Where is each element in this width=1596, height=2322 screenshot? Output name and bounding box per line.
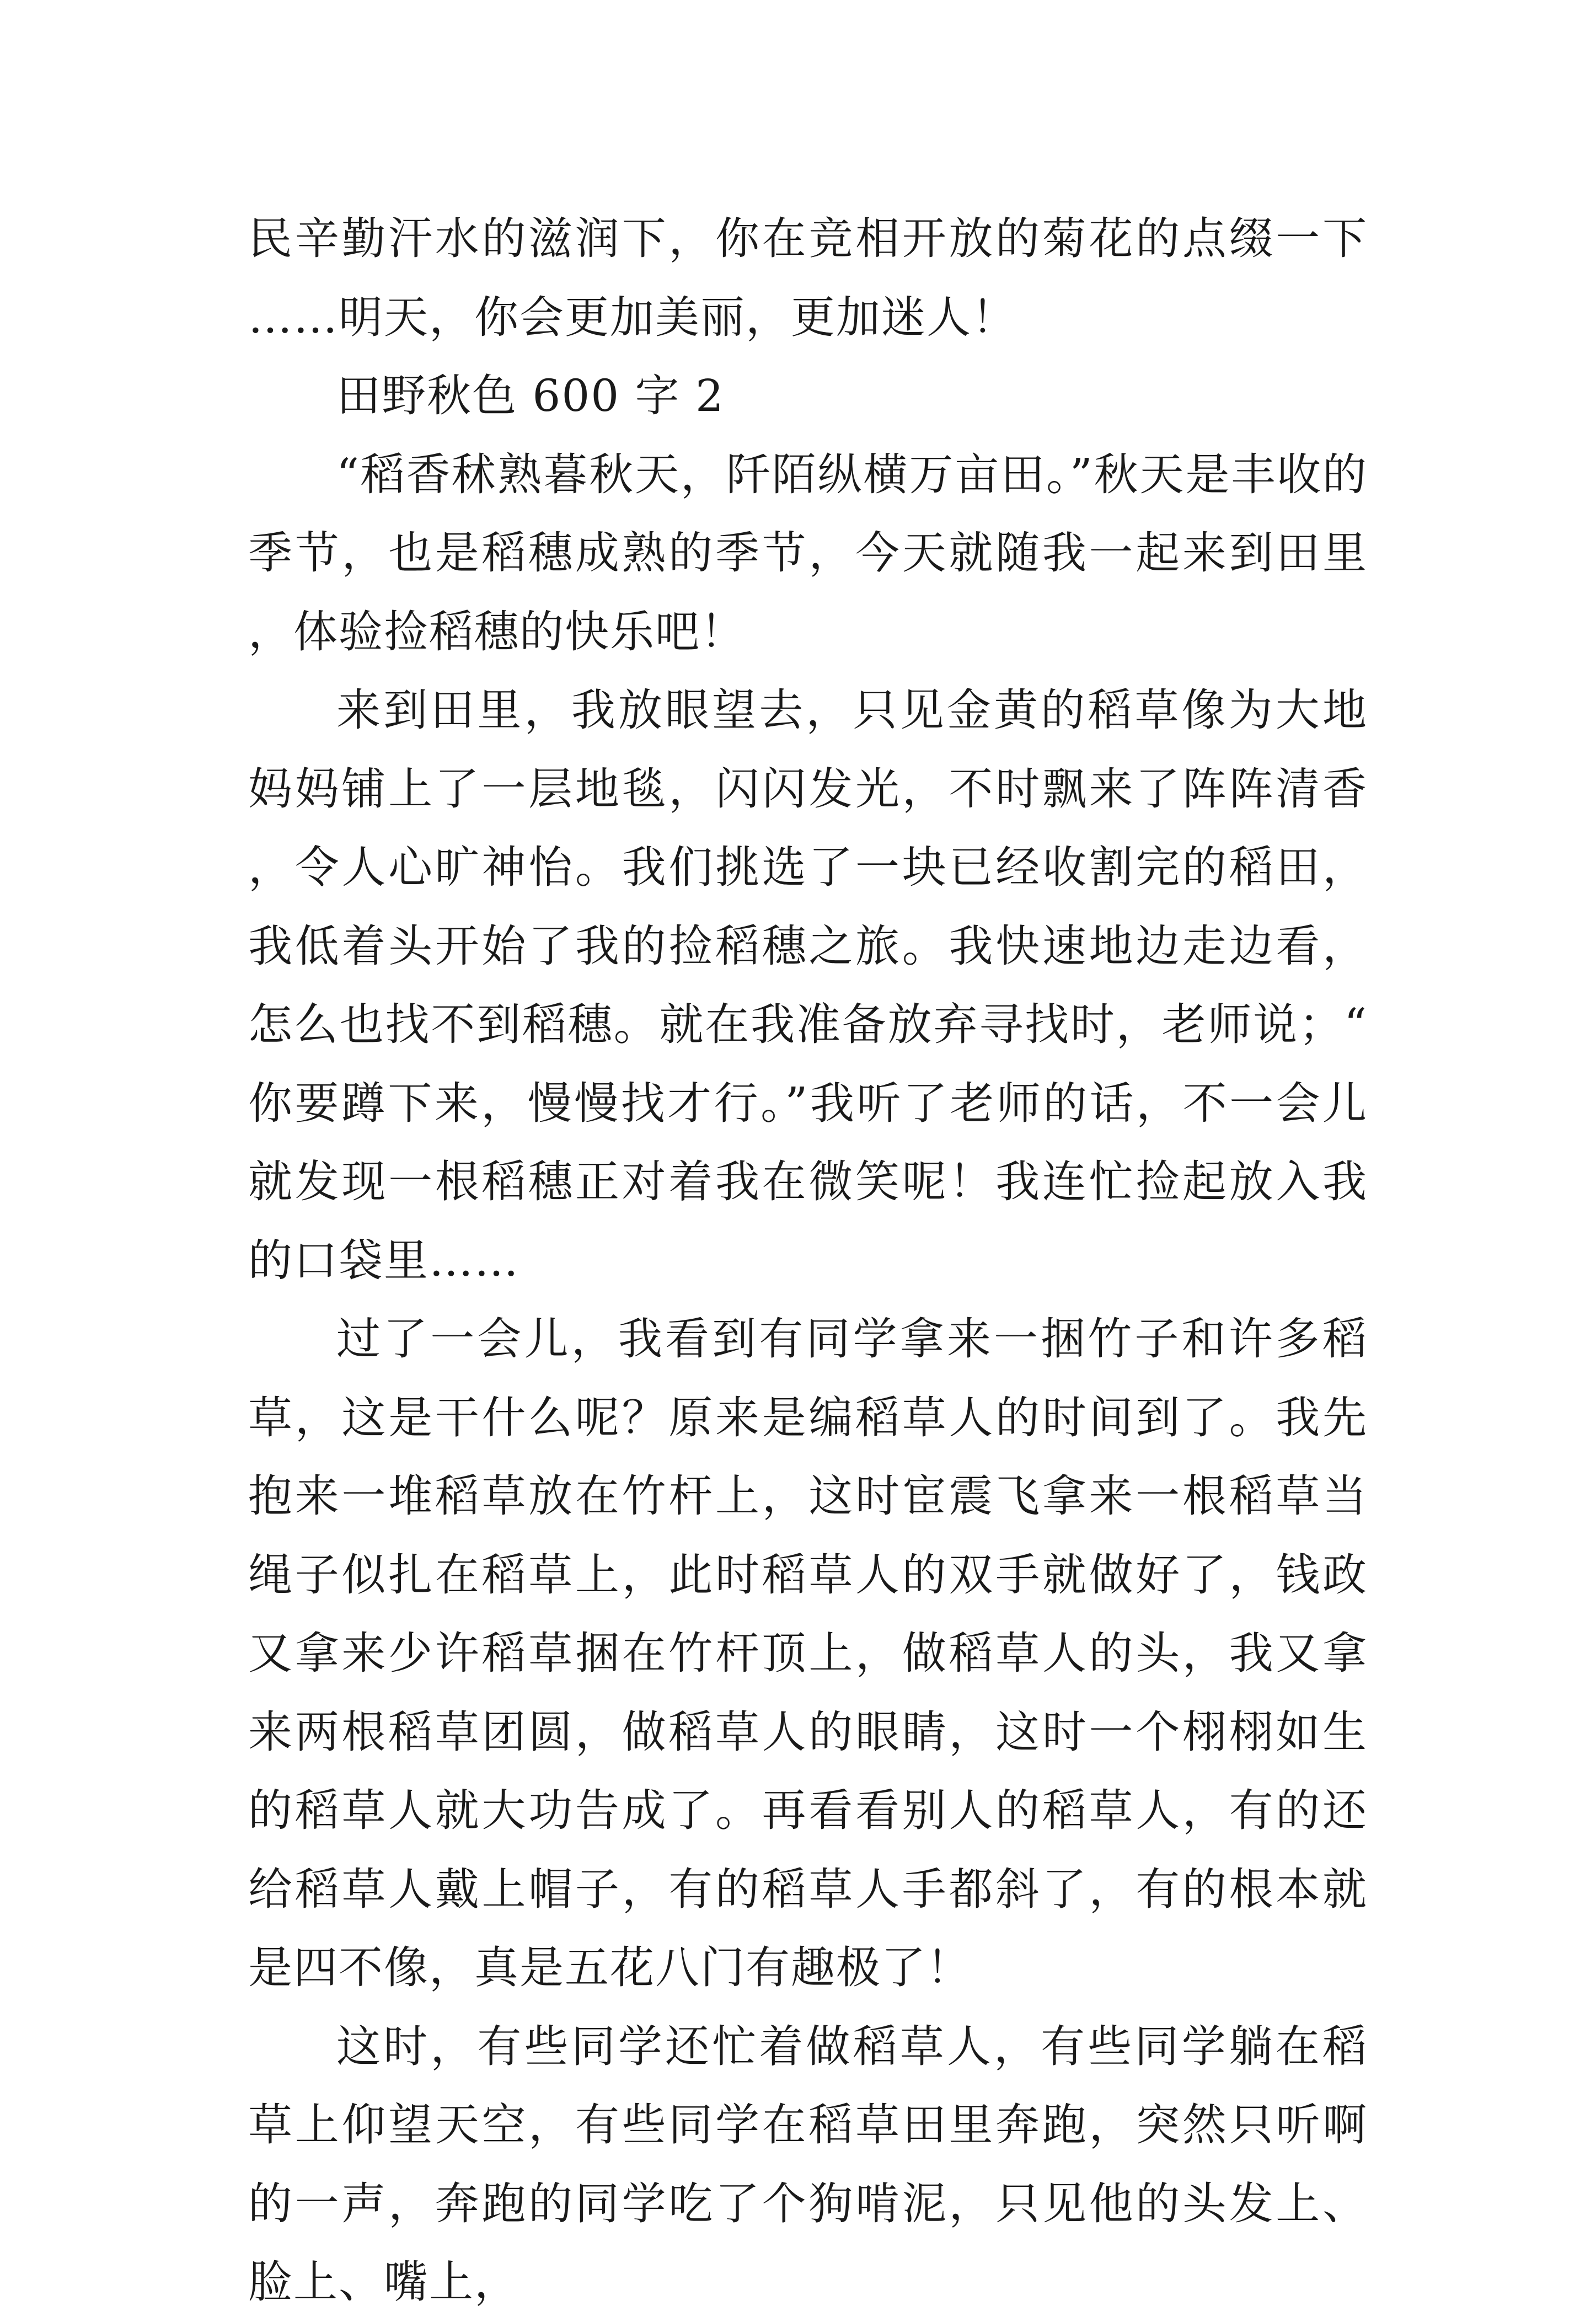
paragraph: 这时，有些同学还忙着做稻草人，有些同学躺在稻草上仰望天空，有些同学在稻草田里奔跑，突然只听啊的一声，奔跑的同学吃了个狗啃泥，只见他的头发上、脸上、嘴上，: [248, 2020, 1368, 2308]
paragraph: 来到田里，我放眼望去，只见金黄的稻草像为大地妈妈铺上了一层地毯，闪闪发光，不时飘来了阵阵清香，令人心旷神怡。我们挑选了一块已经收割完的稻田，我低着头开始了我的捡稻穗之旅。我快速地边走边看，怎么也找不到稻穗。就在我准备放弃寻找时，老师说；“你要蹲下来，慢慢找才行。”我听了老师的话，不一会儿就发现一根稻穗正对着我在微笑呢！我连忙捡起放入我的口袋里……: [248, 684, 1368, 1286]
document-body: [248, 200, 1368, 2322]
paragraph-continuation: 民辛勤汗水的滋润下，你在竞相开放的菊花的点缀一下……明天，你会更加美丽，更加迷人！: [248, 213, 1368, 343]
paragraph: 过了一会儿，我看到有同学拿来一捆竹子和许多稻草，这是干什么呢？原来是编稻草人的时间到了。我先抱来一堆稻草放在竹杆上，这时宦震飞拿来一根稻草当绳子似扎在稻草上，此时稻草人的双手就做好了，钱政又拿来少许稻草捆在竹杆顶上，做稻草人的头，我又拿来两根稻草团圆，做稻草人的眼睛，这时一个栩栩如生的稻草人就大功告成了。再看看别人的稻草人，有的还给稻草人戴上帽子，有的稻草人手都斜了，有的根本就是四不像，真是五花八门有趣极了！: [248, 1313, 1368, 1993]
section-heading: 田野秋色 600 字 2: [336, 370, 725, 421]
paragraph: “稻香秫熟暮秋天，阡陌纵横万亩田。”秋天是丰收的季节，也是稻穗成熟的季节，今天就随我一起来到田里，体验捡稻穗的快乐吧！: [248, 448, 1368, 657]
